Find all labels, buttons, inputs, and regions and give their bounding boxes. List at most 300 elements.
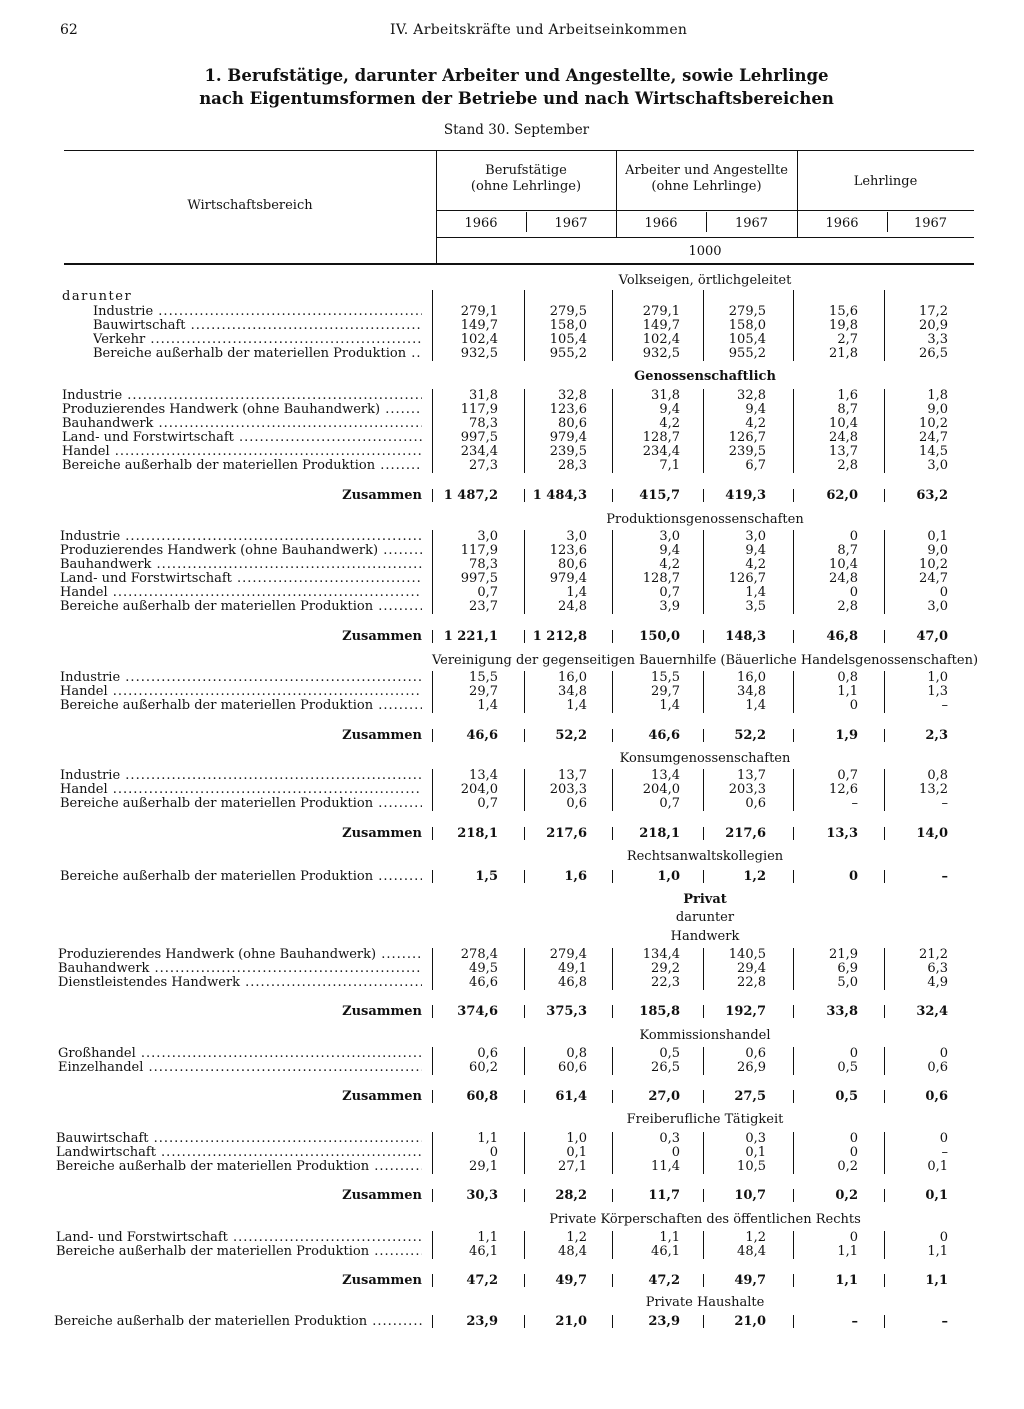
column-rule [703, 1132, 704, 1174]
table-cell: 14,5 [919, 444, 948, 459]
row-label: Produzierendes Handwerk (ohne Bauhandwerk) ..... [58, 948, 422, 962]
column-rule [432, 729, 433, 742]
column-rule [884, 630, 885, 643]
table-title-line-2: nach Eigentumsformen der Betriebe und nach Wirtschaftsbereichen [199, 89, 834, 108]
table-cell: 979,4 [549, 430, 587, 445]
column-rule [432, 1005, 433, 1018]
column-rule [703, 948, 704, 990]
column-rule [703, 671, 704, 713]
table-cell: 0,6 [925, 1089, 948, 1104]
column-group-label: (ohne Lehrlinge) [651, 179, 762, 194]
table-cell: 932,5 [642, 346, 680, 361]
table-row [0, 417, 1024, 431]
column-rule [793, 530, 794, 614]
table-cell: 134,4 [642, 947, 680, 962]
table-row [0, 797, 1024, 811]
table-cell: 0,5 [835, 1089, 858, 1104]
table-cell: 149,7 [460, 318, 498, 333]
column-rule [432, 630, 433, 643]
table-cell: 13,4 [651, 768, 680, 783]
section-heading: Produktionsgenossenschaften [606, 512, 804, 527]
row-label: Bereiche außerhalb der materiellen Produktion ..... [93, 347, 422, 361]
table-cell: 46,6 [648, 728, 680, 743]
table-cell: 1,1 [927, 1244, 948, 1259]
row-label: Bereiche außerhalb der materiellen Produktion ..... [60, 600, 422, 614]
table-cell: 27,1 [558, 1159, 587, 1174]
table-cell: 26,9 [737, 1060, 766, 1075]
table-cell: 1,5 [475, 869, 498, 884]
table-cell: 10,2 [919, 416, 948, 431]
table-cell: 27,3 [469, 458, 498, 473]
table-cell: 52,2 [734, 728, 766, 743]
table-row [0, 685, 1024, 699]
table-cell: 0,7 [477, 585, 498, 600]
page-header [60, 22, 960, 42]
table-cell: 78,3 [469, 557, 498, 572]
table-cell: 0,1 [927, 529, 948, 544]
table-cell: 1,9 [835, 728, 858, 743]
column-rule [703, 827, 704, 840]
table-cell: 123,6 [549, 543, 587, 558]
table-cell: 0,8 [927, 768, 948, 783]
row-label: Zusammen [342, 827, 422, 841]
table-cell: 21,2 [919, 947, 948, 962]
table-cell: 34,8 [558, 684, 587, 699]
table-cell: 24,8 [829, 571, 858, 586]
column-rule [432, 870, 433, 883]
year-header: 1966 [464, 216, 498, 231]
year-header: 1967 [554, 216, 588, 231]
table-cell: 10,7 [734, 1188, 766, 1203]
column-rule [884, 671, 885, 713]
row-label: Bereiche außerhalb der materiellen Produktion ..... [62, 459, 422, 473]
column-rule [612, 1005, 613, 1018]
table-cell: 0 [671, 1145, 680, 1160]
column-rule [793, 827, 794, 840]
table-cell: 123,6 [549, 402, 587, 417]
row-label: Großhandel ..... [58, 1047, 422, 1061]
table-cell: 279,5 [728, 304, 766, 319]
table-cell: 3,3 [927, 332, 948, 347]
total-row [0, 729, 1024, 743]
table-cell: 239,5 [549, 444, 587, 459]
table-cell: 49,7 [734, 1273, 766, 1288]
table-cell: 0 [939, 585, 948, 600]
table-row [0, 530, 1024, 544]
table-row [0, 558, 1024, 572]
column-rule [884, 1189, 885, 1202]
column-rule [793, 389, 794, 473]
table-subtitle: Stand 30. September [443, 122, 590, 138]
column-rule [432, 948, 433, 990]
table-cell: 47,2 [648, 1273, 680, 1288]
column-rule [612, 769, 613, 811]
table-cell: 46,6 [466, 728, 498, 743]
column-rule [432, 389, 433, 473]
column-rule [703, 489, 704, 502]
table-cell: 8,7 [837, 402, 858, 417]
table-cell: – [941, 698, 948, 713]
column-rule [612, 489, 613, 502]
table-cell: 10,4 [829, 416, 858, 431]
column-rule [703, 530, 704, 614]
row-label: Bereiche außerhalb der materiellen Produktion ..... [60, 870, 422, 884]
column-rule [612, 389, 613, 473]
column-rule [432, 489, 433, 502]
table-cell: 0 [849, 1145, 858, 1160]
table-cell: 47,2 [466, 1273, 498, 1288]
column-rule [432, 671, 433, 713]
column-rule [793, 1047, 794, 1075]
table-cell: 10,5 [737, 1159, 766, 1174]
table-cell: 0,7 [659, 585, 680, 600]
table-cell: 932,5 [460, 346, 498, 361]
table-row [0, 1160, 1024, 1174]
row-label: Zusammen [342, 1005, 422, 1019]
column-rule [703, 1005, 704, 1018]
table-row [0, 870, 1024, 884]
column-rule [524, 389, 525, 473]
table-cell: 9,4 [659, 543, 680, 558]
column-rule [612, 1274, 613, 1287]
table-cell: – [941, 869, 948, 884]
table-cell: 17,2 [919, 304, 948, 319]
column-rule [432, 1090, 433, 1103]
table-cell: 1,2 [745, 1230, 766, 1245]
column-rule [703, 729, 704, 742]
table-cell: 49,5 [469, 961, 498, 976]
table-cell: 22,8 [737, 975, 766, 990]
section-heading: Private Haushalte [645, 1295, 765, 1310]
table-cell: 1,1 [837, 684, 858, 699]
table-cell: 419,3 [725, 488, 766, 503]
table-cell: 0,8 [837, 670, 858, 685]
table-cell: 158,0 [728, 318, 766, 333]
table-cell: 0,3 [745, 1131, 766, 1146]
column-rule [884, 290, 885, 361]
column-group-lehrlinge: Lehrlinge [853, 174, 918, 189]
table-cell: 24,8 [558, 599, 587, 614]
column-rule [884, 769, 885, 811]
table-cell: 30,3 [466, 1188, 498, 1203]
header-bottom-rule [64, 263, 974, 265]
unit-label: 1000 [688, 244, 722, 259]
column-rule [703, 1189, 704, 1202]
table-cell: 1,3 [927, 684, 948, 699]
table-cell: 105,4 [549, 332, 587, 347]
table-cell: 0,6 [927, 1060, 948, 1075]
table-cell: – [851, 796, 858, 811]
table-cell: 3,9 [659, 599, 680, 614]
table-cell: 19,8 [829, 318, 858, 333]
row-label: Handel ..... [60, 783, 422, 797]
table-cell: 0,1 [745, 1145, 766, 1160]
section-heading: darunter [675, 910, 735, 925]
column-rule [524, 729, 525, 742]
column-rule [884, 827, 885, 840]
table-cell: 3,0 [477, 529, 498, 544]
table-cell: 32,4 [916, 1004, 948, 1019]
column-group-label: Berufstätige [485, 163, 567, 178]
table-cell: 126,7 [728, 430, 766, 445]
total-row [0, 1005, 1024, 1019]
column-group-label: Arbeiter und Angestellte [625, 163, 788, 178]
table-cell: 8,7 [837, 543, 858, 558]
table-cell: 1,1 [837, 1244, 858, 1259]
row-label: Zusammen [342, 630, 422, 644]
column-rule [703, 389, 704, 473]
table-cell: 62,0 [826, 488, 858, 503]
table-cell: 279,5 [549, 304, 587, 319]
column-rule [524, 1047, 525, 1075]
column-rule [793, 671, 794, 713]
table-cell: 49,1 [558, 961, 587, 976]
column-group-berufstaetige [436, 163, 616, 195]
table-cell: 21,0 [734, 1314, 766, 1329]
table-cell: 204,0 [642, 782, 680, 797]
table-cell: 29,2 [651, 961, 680, 976]
table-cell: 997,5 [460, 571, 498, 586]
table-cell: 1,1 [477, 1131, 498, 1146]
row-label: Landwirtschaft ..... [56, 1146, 422, 1160]
table-cell: 1,8 [927, 388, 948, 403]
table-row [0, 769, 1024, 783]
column-rule [612, 1231, 613, 1259]
table-cell: 1 487,2 [443, 488, 498, 503]
table-cell: 140,5 [728, 947, 766, 962]
table-cell: 0,7 [837, 768, 858, 783]
table-cell: 1,4 [659, 698, 680, 713]
table-row [0, 445, 1024, 459]
table-cell: 1,4 [566, 698, 587, 713]
column-rule [612, 671, 613, 713]
table-cell: 4,2 [659, 557, 680, 572]
row-label: Handel ..... [62, 445, 422, 459]
column-rule [612, 948, 613, 990]
table-cell: 997,5 [460, 430, 498, 445]
table-cell: 148,3 [725, 629, 766, 644]
column-rule [793, 948, 794, 990]
column-rule [884, 1274, 885, 1287]
table-row [0, 333, 1024, 347]
table-cell: 185,8 [639, 1004, 680, 1019]
table-row [0, 290, 1024, 304]
table-cell: 78,3 [469, 416, 498, 431]
table-cell: 0,7 [659, 796, 680, 811]
year-header: 1966 [825, 216, 859, 231]
table-row [0, 1146, 1024, 1160]
column-rule [524, 671, 525, 713]
table-cell: 29,1 [469, 1159, 498, 1174]
table-cell: 150,0 [639, 629, 680, 644]
table-cell: 47,0 [916, 629, 948, 644]
column-rule [524, 530, 525, 614]
row-label: Industrie ..... [60, 671, 422, 685]
table-cell: 0 [939, 1230, 948, 1245]
column-rule [793, 1315, 794, 1328]
year-header: 1966 [644, 216, 678, 231]
column-rule [612, 1189, 613, 1202]
total-row [0, 630, 1024, 644]
column-rule [524, 630, 525, 643]
table-cell: 1,6 [564, 869, 587, 884]
column-rule [884, 489, 885, 502]
table-row [0, 671, 1024, 685]
table-cell: 31,8 [651, 388, 680, 403]
column-rule [884, 1315, 885, 1328]
column-rule [884, 1005, 885, 1018]
column-rule [793, 1090, 794, 1103]
header-year-rule [436, 210, 974, 211]
table-cell: 0,1 [927, 1159, 948, 1174]
table-cell: 80,6 [558, 416, 587, 431]
table-cell: 60,6 [558, 1060, 587, 1075]
table-cell: 102,4 [642, 332, 680, 347]
column-rule [703, 870, 704, 883]
table-cell: 0,1 [566, 1145, 587, 1160]
table-cell: 1 484,3 [532, 488, 587, 503]
column-rule [884, 1090, 885, 1103]
header-top-rule [64, 150, 974, 151]
table-cell: 0 [849, 585, 858, 600]
table-cell: 158,0 [549, 318, 587, 333]
table-cell: 49,7 [555, 1273, 587, 1288]
table-cell: 0 [849, 1230, 858, 1245]
table-row [0, 962, 1024, 976]
table-cell: 10,4 [829, 557, 858, 572]
table-cell: 46,8 [558, 975, 587, 990]
column-rule [432, 530, 433, 614]
table-cell: 0 [849, 698, 858, 713]
table-cell: 2,3 [925, 728, 948, 743]
table-cell: 1,2 [566, 1230, 587, 1245]
column-rule [703, 1274, 704, 1287]
row-label: Zusammen [342, 729, 422, 743]
column-rule [703, 1090, 704, 1103]
row-header: Wirtschaftsbereich [187, 198, 313, 213]
table-cell: 3,0 [745, 529, 766, 544]
table-row [0, 389, 1024, 403]
table-cell: 33,8 [826, 1004, 858, 1019]
table-row [0, 459, 1024, 473]
table-cell: 374,6 [457, 1004, 498, 1019]
table-row [0, 1315, 1024, 1329]
row-label: Produzierendes Handwerk (ohne Bauhandwerk) ..... [60, 544, 422, 558]
row-label: Bereiche außerhalb der materiellen Produktion ..... [54, 1315, 422, 1329]
column-rule [524, 1005, 525, 1018]
table-row [0, 572, 1024, 586]
table-row [0, 1061, 1024, 1075]
row-label: Bereiche außerhalb der materiellen Produktion ..... [56, 1245, 422, 1259]
column-rule [524, 1189, 525, 1202]
table-cell: 204,0 [460, 782, 498, 797]
column-rule [612, 630, 613, 643]
column-rule [524, 948, 525, 990]
column-rule [432, 1189, 433, 1202]
table-cell: 128,7 [642, 430, 680, 445]
table-cell: 48,4 [558, 1244, 587, 1259]
table-cell: 192,7 [725, 1004, 766, 1019]
row-label: Land- und Forstwirtschaft ..... [60, 572, 422, 586]
row-label: Zusammen [342, 489, 422, 503]
table-row [0, 1132, 1024, 1146]
row-label: Land- und Forstwirtschaft ..... [56, 1231, 422, 1245]
table-row [0, 431, 1024, 445]
row-label: Einzelhandel ..... [58, 1061, 422, 1075]
table-cell: 32,8 [737, 388, 766, 403]
table-cell: 60,8 [466, 1089, 498, 1104]
table-row [0, 347, 1024, 361]
table-cell: 0 [848, 869, 858, 884]
column-rule [793, 489, 794, 502]
row-label: Dienstleistendes Handwerk ..... [58, 976, 422, 990]
column-rule [703, 1315, 704, 1328]
table-cell: 13,3 [826, 826, 858, 841]
table-cell: – [851, 1314, 858, 1329]
row-label: Bereiche außerhalb der materiellen Produktion ..... [60, 699, 422, 713]
section-heading: Handwerk [670, 929, 740, 944]
table-cell: 9,4 [745, 402, 766, 417]
table-cell: 3,5 [745, 599, 766, 614]
table-cell: 13,7 [737, 768, 766, 783]
column-rule [612, 729, 613, 742]
table-cell: 26,5 [919, 346, 948, 361]
table-cell: 26,5 [651, 1060, 680, 1075]
table-cell: 27,5 [734, 1089, 766, 1104]
table-cell: 1,1 [835, 1273, 858, 1288]
section-heading: Freiberufliche Tätigkeit [626, 1112, 784, 1127]
table-cell: 16,0 [558, 670, 587, 685]
table-cell: 0,6 [745, 796, 766, 811]
table-cell: 22,3 [651, 975, 680, 990]
row-label: Industrie ..... [62, 389, 422, 403]
table-cell: 203,3 [549, 782, 587, 797]
row-label: Bauwirtschaft ..... [56, 1132, 422, 1146]
table-cell: 3,0 [927, 458, 948, 473]
table-cell: 0,6 [745, 1046, 766, 1061]
column-rule [884, 1231, 885, 1259]
section-heading: Vereinigung der gegenseitigen Bauernhilfe (Bäuerliche Handelsgenossenschaften) [431, 653, 979, 668]
table-cell: 5,0 [837, 975, 858, 990]
table-cell: 3,0 [659, 529, 680, 544]
column-rule [884, 530, 885, 614]
table-cell: 15,6 [829, 304, 858, 319]
table-row [0, 948, 1024, 962]
column-rule [612, 1090, 613, 1103]
table-title [60, 64, 973, 110]
table-cell: 126,7 [728, 571, 766, 586]
table-cell: 7,1 [659, 458, 680, 473]
table-cell: 217,6 [725, 826, 766, 841]
table-cell: 0 [849, 1131, 858, 1146]
table-cell: 234,4 [460, 444, 498, 459]
row-label: Industrie ..... [60, 530, 422, 544]
column-rule [793, 630, 794, 643]
table-cell: 1,4 [566, 585, 587, 600]
table-cell: 2,8 [837, 458, 858, 473]
table-cell: 0,1 [925, 1188, 948, 1203]
table-cell: 52,2 [555, 728, 587, 743]
table-cell: 61,4 [555, 1089, 587, 1104]
table-cell: 23,7 [469, 599, 498, 614]
row-label: Zusammen [342, 1189, 422, 1203]
column-rule [432, 1047, 433, 1075]
table-cell: 13,4 [469, 768, 498, 783]
column-rule [524, 870, 525, 883]
table-cell: 9,4 [659, 402, 680, 417]
table-cell: 3,0 [566, 529, 587, 544]
table-cell: 23,9 [466, 1314, 498, 1329]
